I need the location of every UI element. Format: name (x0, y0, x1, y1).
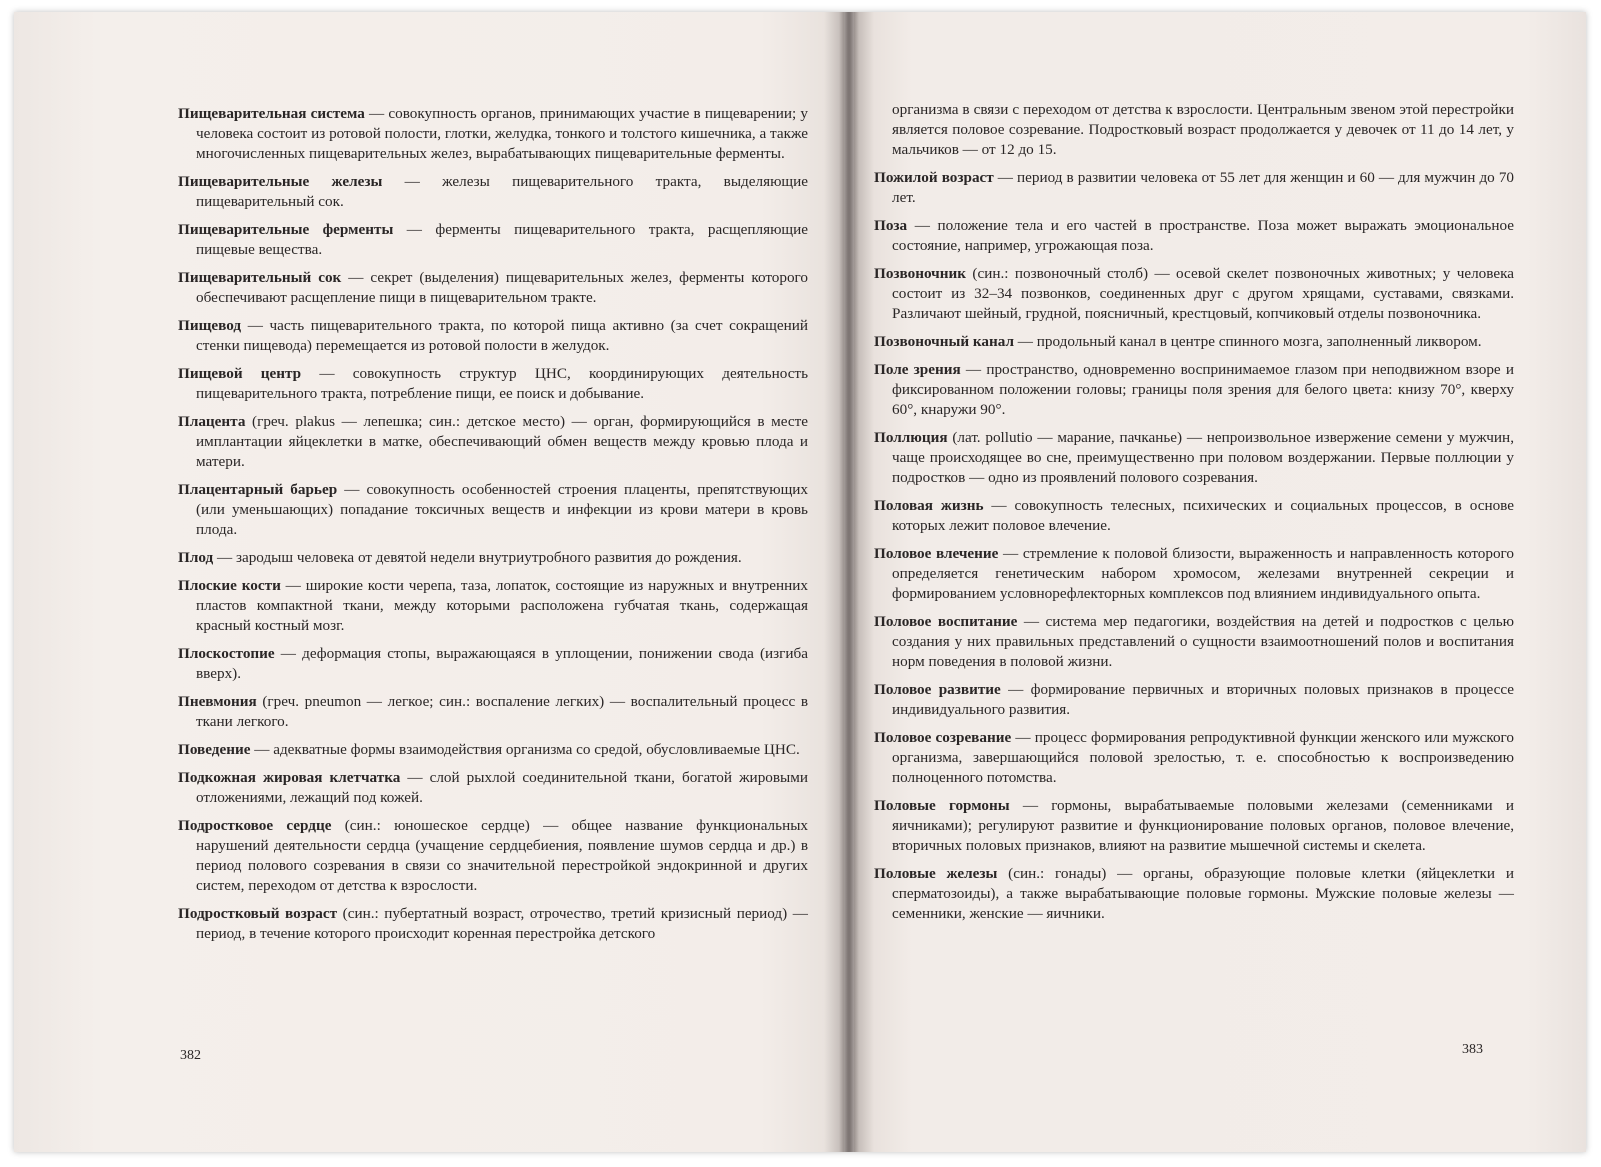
glossary-term: Плод (178, 549, 214, 566)
glossary-term: Позвоночный канал (874, 333, 1014, 350)
glossary-entry (178, 268, 808, 308)
glossary-term: Половая жизнь (874, 497, 984, 514)
glossary-term: Плацентарный барьер (178, 481, 338, 498)
glossary-entry (178, 316, 808, 356)
right-page-number: 383 (1462, 1042, 1483, 1057)
glossary-term: Подростковое сердце (178, 817, 332, 834)
glossary-term: Пищевод (178, 317, 242, 334)
glossary-entry (178, 480, 808, 540)
glossary-term: Поведение (178, 741, 251, 758)
glossary-term: Пищеварительный сок (178, 269, 342, 286)
glossary-entry (874, 796, 1514, 856)
glossary-definition: — адекватные формы взаимодействия организма со средой, обусловливаемые ЦНС. (250, 741, 800, 758)
glossary-term: Подкожная жировая клетчатка (178, 769, 401, 786)
right-page (854, 12, 1586, 1152)
left-page (14, 12, 844, 1152)
glossary-definition: — часть пищеварительного тракта, по которой пища активно (за счет сокращений стенки пищевода) перемещается из ротовой полости в желудок. (196, 317, 808, 354)
glossary-term: Поза (874, 217, 908, 234)
glossary-term: Пищеварительные железы (178, 173, 383, 190)
glossary-term: Поле зрения (874, 361, 961, 378)
glossary-definition: (греч. plakus — лепешка; син.: детское место) — орган, формирующийся в месте имплантации яйцеклетки в матке, обеспечивающий обмен веществ между кровью плода и матери. (196, 413, 808, 470)
glossary-entry (178, 104, 808, 164)
glossary-definition: (греч. pneumon — легкое; син.: воспаление легких) — воспалительный процесс в ткани легкого. (196, 693, 808, 730)
glossary-definition: — ферменты пищеварительного тракта, расщепляющие пищевые вещества. (196, 221, 808, 258)
glossary-definition: — зародыш человека от девятой недели внутриутробного развития до рождения. (213, 549, 742, 566)
glossary-definition: — широкие кости черепа, таза, лопаток, состоящие из наружных и внутренних пластов компактной ткани, между которыми расположена губчатая ткань, содержащая красный костный мозг. (196, 577, 808, 634)
glossary-definition: — совокупность органов, принимающих участие в пищеварении; у человека состоит из ротовой полости, глотки, желудка, тонкого и толстого кишечника, а также многочисленных пищеварительных желез, вырабатывающих пищеварительные ферменты. (196, 105, 808, 162)
glossary-entry (178, 740, 808, 760)
glossary-entry (178, 220, 808, 260)
glossary-definition: — деформация стопы, выражающаяся в уплощении, понижении свода (изгиба вверх). (196, 645, 808, 682)
glossary-definition: — совокупность телесных, психических и социальных процессов, в основе которых лежит половое влечение. (892, 497, 1515, 534)
glossary-entry (178, 816, 808, 896)
glossary-entry (178, 548, 808, 568)
glossary-definition: — совокупность особенностей строения плаценты, препятствующих (или уменьшающих) попадание токсичных веществ и инфекции из крови матери в кровь плода. (196, 481, 808, 538)
glossary-definition: — процесс формирования репродуктивной функции женского или мужского организма, завершающийся половой зрелостью, т. е. способностью к воспроизведению полноценного потомства. (892, 729, 1514, 786)
glossary-definition: — гормоны, вырабатываемые половыми железами (семенниками и яичниками); регулируют развитие и функционирование половых органов, половое влечение, вторичных половых признаков, влияют на развитие мышечной системы и скелета. (892, 797, 1514, 854)
glossary-definition: — формирование первичных и вторичных половых признаков в процессе индивидуального развития. (892, 681, 1514, 718)
glossary-definition: — железы пищеварительного тракта, выделяющие пищеварительный сок. (196, 173, 808, 210)
glossary-definition: — секрет (выделения) пищеварительных желез, ферменты которого обеспечивают расщепление пищи в пищеварительном тракте. (196, 269, 808, 306)
book-spread (14, 12, 1586, 1152)
glossary-term: Плацента (178, 413, 246, 430)
glossary-term: Половое развитие (874, 681, 1001, 698)
glossary-term: Пищеварительная система (178, 105, 365, 122)
glossary-entry (874, 544, 1514, 604)
glossary-term: Подростковый возраст (178, 905, 338, 922)
glossary-definition: — положение тела и его частей в пространстве. Поза может выражать эмоциональное состояние, например, угрожающая поза. (892, 217, 1514, 254)
glossary-term: Плоскостопие (178, 645, 275, 662)
glossary-term: Позвоночник (874, 265, 966, 282)
glossary-definition: — период в развитии человека от 55 лет для женщин и 60 — для мужчин до 70 лет. (892, 169, 1515, 206)
glossary-definition: — стремление к половой близости, выраженность и направленность которого определяется генетическим набором хромосом, железами внутренней секреции и формированием условнорефлекторных комплексов под влиянием индивидуального опыта. (892, 545, 1514, 602)
glossary-term: Пневмония (178, 693, 257, 710)
left-page-column (178, 104, 808, 952)
right-page-column (874, 100, 1514, 932)
glossary-entry (178, 904, 808, 944)
glossary-definition: — система мер педагогики, воздействия на детей и подростков с целью создания у них правильных представлений о сущности взаимоотношений полов и воспитания норм поведения в половой жизни. (892, 613, 1514, 670)
glossary-entry (874, 264, 1514, 324)
glossary-definition: (син.: юношеское сердце) — общее название функциональных нарушений деятельности сердца (учащение сердцебиения, появление шумов сердца и др.) в период полового созревания в связи со значительной перестройкой эндокринной и других систем, переходом от детства к взрослости. (196, 817, 808, 894)
glossary-term: Пищеварительные ферменты (178, 221, 394, 238)
glossary-term: Пожилой возраст (874, 169, 994, 186)
glossary-term: Плоские кости (178, 577, 281, 594)
glossary-entry (178, 172, 808, 212)
glossary-definition: (син.: гонады) — органы, образующие половые клетки (яйцеклетки и сперматозоиды), а также вырабатывающие половые гормоны. Мужские половые железы — семенники, женские — яичники. (892, 865, 1514, 922)
glossary-entry (178, 644, 808, 684)
glossary-entry (874, 728, 1514, 788)
glossary-definition: (син.: пубертатный возраст, отрочество, третий кризисный период) — период, в течение которого происходит коренная перестройка детского (196, 905, 808, 942)
glossary-definition: — пространство, одновременно воспринимаемое глазом при неподвижном взоре и фиксированном положении головы; границы поля зрения для белого цвета: книзу 70°, кверху 60°, кнаружи 90°. (892, 361, 1514, 418)
glossary-term: Поллюция (874, 429, 948, 446)
glossary-entry (874, 680, 1514, 720)
glossary-definition: — совокупность структур ЦНС, координирующих деятельность пищеварительного тракта, потребление пищи, ее поиск и добывание. (196, 365, 808, 402)
glossary-entry (874, 864, 1514, 924)
glossary-entry (874, 168, 1514, 208)
glossary-entry (178, 768, 808, 808)
glossary-entry (178, 412, 808, 472)
glossary-term: Половое созревание (874, 729, 1012, 746)
glossary-term: Пищевой центр (178, 365, 302, 382)
glossary-entry (874, 360, 1514, 420)
glossary-term: Половое влечение (874, 545, 999, 562)
glossary-term: Половое воспитание (874, 613, 1018, 630)
glossary-definition: (лат. pollutio — марание, пачканье) — непроизвольное извержение семени у мужчин, чаще происходящее во сне, преимущественно при половом воздержании. Первые поллюции у подростков — одно из проявлений полового созревания. (892, 429, 1514, 486)
continuation-paragraph: организма в связи с переходом от детства к взрослости. Центральным звеном этой перестройки является половое созревание. Подростковый возраст продолжается у девочек от 11 до 14 лет, у мальчиков — от 12 до 15. (892, 101, 1514, 158)
glossary-entry (178, 692, 808, 732)
glossary-term: Половые железы (874, 865, 998, 882)
glossary-entry (874, 216, 1514, 256)
glossary-term: Половые гормоны (874, 797, 1010, 814)
glossary-entry (874, 332, 1514, 352)
glossary-definition: (син.: позвоночный столб) — осевой скелет позвоночных животных; у человека состоит из 32–34 позвонков, соединенных друг с другом хрящами, суставами, связками. Различают шейный, грудной, поясничный, крестцовый, копчиковый отделы позвоночника. (892, 265, 1514, 322)
glossary-entry (874, 496, 1514, 536)
glossary-definition: — продольный канал в центре спинного мозга, заполненный ликвором. (1014, 333, 1482, 350)
glossary-entry (874, 428, 1514, 488)
glossary-entry (178, 576, 808, 636)
glossary-definition: — слой рыхлой соединительной ткани, богатой жировыми отложениями, лежащий под кожей. (196, 769, 808, 806)
glossary-entry (874, 612, 1514, 672)
left-page-number: 382 (180, 1048, 201, 1063)
glossary-entry (178, 364, 808, 404)
